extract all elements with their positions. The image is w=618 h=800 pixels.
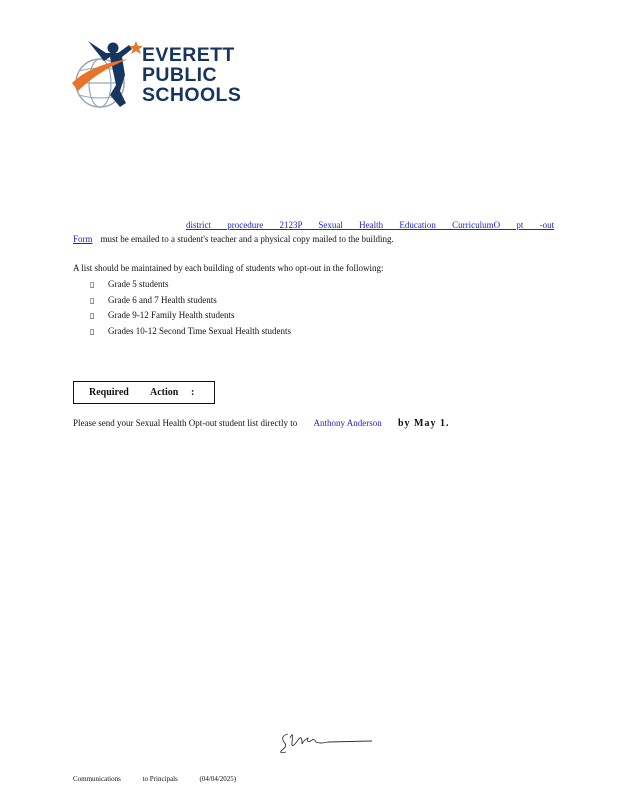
opt-out-form-link[interactable]: district procedure 2123P Sexual Health Education CurriculumO pt -out — [186, 220, 555, 230]
action-colon: : — [191, 387, 195, 398]
instruction-line — [73, 417, 449, 430]
deadline-text: by May 1. — [397, 418, 450, 429]
bullet-icon: ▯ — [90, 280, 95, 289]
footer-mid: to Principals — [142, 775, 178, 783]
logo-wordmark — [142, 45, 241, 105]
grade-list — [90, 277, 291, 339]
intro-sentence-text: must be emailed to a student's teacher and a physical copy mailed to the building. — [100, 234, 394, 244]
list-item: ▯ Grade 6 and 7 Health students — [90, 293, 291, 309]
list-item: ▯ Grade 9-12 Family Health students — [90, 308, 291, 324]
logo-mark-icon — [70, 35, 145, 115]
list-item: ▯ Grades 10-12 Second Time Sexual Health students — [90, 324, 291, 340]
footer-date: (04/04/2025) — [199, 775, 237, 783]
footer — [73, 775, 256, 783]
bullet-icon: ▯ — [90, 311, 95, 320]
signature-icon — [276, 728, 376, 758]
logo-line-3: SCHOOLS — [142, 84, 242, 106]
logo-line-1: EVERETT — [142, 44, 235, 66]
action-label: Action — [150, 387, 179, 398]
intro-sentence — [73, 233, 394, 245]
contact-name[interactable]: Anthony Anderson — [313, 418, 382, 428]
bullet-icon: ▯ — [90, 295, 95, 305]
list-intro: A list should be maintained by each building of students who opt-out in the following: — [73, 263, 384, 273]
footer-left: Communications — [73, 775, 121, 783]
required-label: Required — [89, 387, 129, 398]
required-action-box — [73, 381, 215, 404]
list-item: ▯ Grade 5 students — [90, 277, 291, 293]
district-logo — [70, 35, 255, 115]
opt-out-form-link-line — [186, 219, 554, 231]
logo-line-2: PUBLIC — [142, 64, 217, 86]
opt-out-form-link-continued[interactable]: Form — [73, 234, 93, 244]
bullet-icon: ▯ — [90, 326, 95, 336]
instruction-text: Please send your Sexual Health Opt-out student list directly to — [73, 418, 298, 428]
